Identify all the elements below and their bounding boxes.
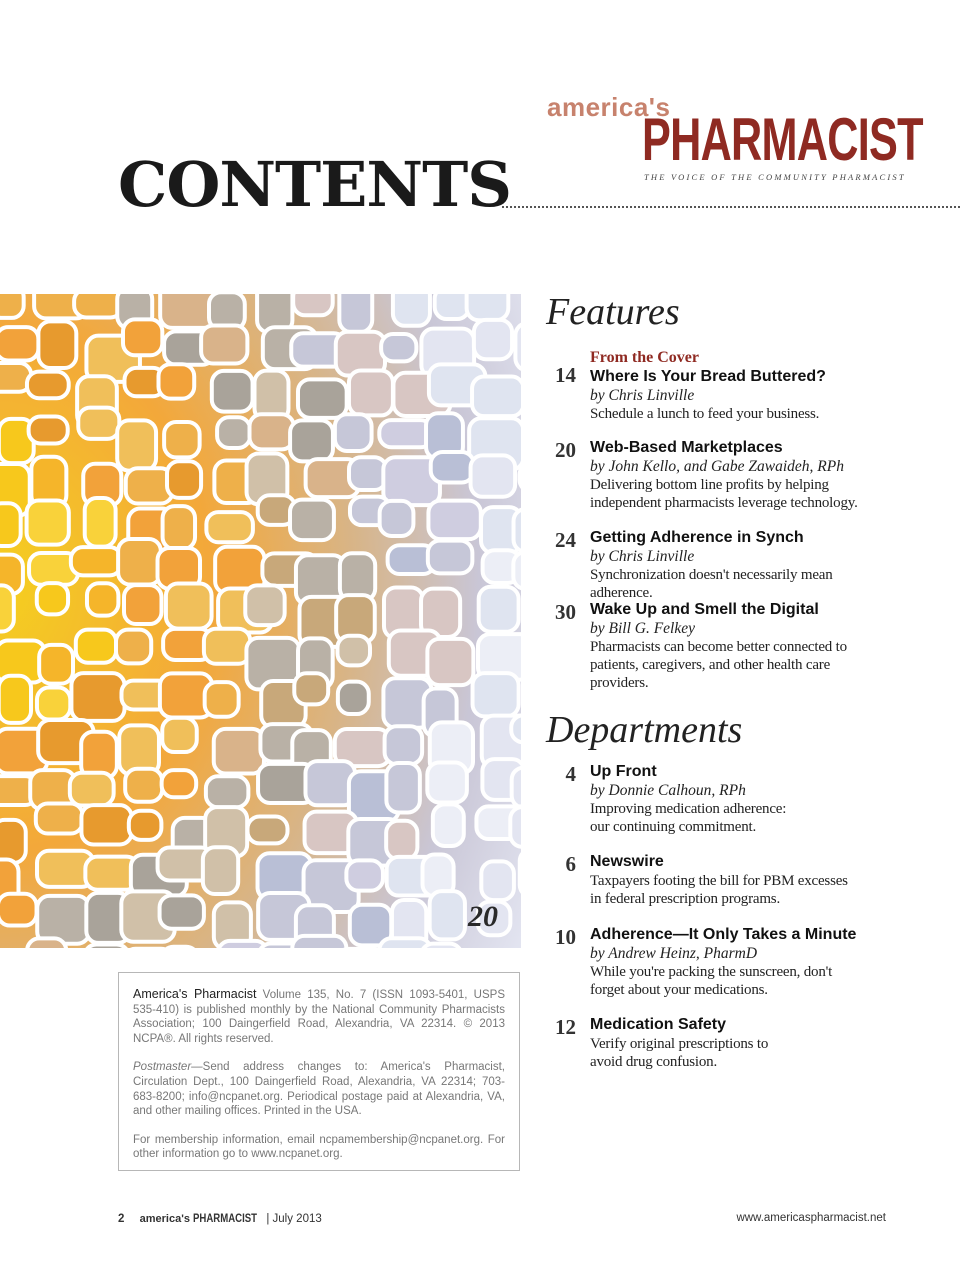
department-page-number: 6 <box>565 852 576 876</box>
mosaic-cell <box>0 676 31 723</box>
department-page-number: 12 <box>555 1015 576 1039</box>
feature-page-number: 14 <box>555 363 576 387</box>
mosaic-cell <box>481 861 514 900</box>
feature-description: Pharmacists can become better connected to patients, caregivers, and other health care providers. <box>590 639 847 691</box>
mosaic-cell <box>467 294 509 320</box>
mosaic-cell <box>0 503 21 546</box>
mosaic-cell <box>338 682 369 714</box>
masthead-tagline: THE VOICE OF THE COMMUNITY PHARMACIST <box>644 172 906 182</box>
department-title: Medication Safety <box>590 1016 727 1033</box>
department-page-number: 10 <box>555 925 576 949</box>
mosaic-cell <box>162 770 197 797</box>
feature-title: Web-Based Marketplaces <box>590 439 783 456</box>
publication-statement <box>133 987 505 1046</box>
mosaic-cell <box>203 847 238 894</box>
departments-heading: Departments <box>546 709 743 751</box>
mosaic-cell <box>206 512 253 542</box>
mosaic-cell <box>84 944 128 948</box>
mosaic-cell <box>248 817 288 844</box>
department-title: Adherence—It Only Takes a Minute <box>590 926 857 943</box>
mosaic-cell <box>520 849 521 897</box>
mosaic-cell <box>0 585 14 631</box>
mosaic-cell <box>430 891 465 939</box>
mosaic-cell <box>162 718 197 752</box>
mosaic-cell <box>167 461 201 498</box>
footer-page-number: 2 <box>118 1213 125 1225</box>
mosaic-cell <box>349 457 386 490</box>
mosaic-cell <box>27 938 66 948</box>
feature-title: Getting Adherence in Synch <box>590 529 804 546</box>
mosaic-cell <box>29 416 68 443</box>
mosaic-cell <box>339 294 372 332</box>
feature-title: Where Is Your Bread Buttered? <box>590 368 826 385</box>
mosaic-cell <box>515 323 521 370</box>
mosaic-cell <box>514 509 521 552</box>
department-page-number: 4 <box>565 762 576 786</box>
feature-byline: by John Kello, and Gabe Zawaideh, RPh <box>590 458 844 475</box>
mosaic-cell <box>123 319 162 355</box>
postmaster-statement <box>133 1060 505 1118</box>
mosaic-cell <box>129 811 162 840</box>
cover-mosaic-image <box>0 294 521 948</box>
feature-page-number: 20 <box>555 438 576 462</box>
mosaic-cell <box>85 498 116 547</box>
mosaic-cell <box>245 585 284 625</box>
cover-page-number: 20 <box>468 900 498 933</box>
mosaic-cell <box>160 895 204 928</box>
mosaic-cell <box>161 947 198 948</box>
mosaic-cell <box>346 860 383 890</box>
mosaic-cell <box>76 630 116 663</box>
feature-description: Schedule a lunch to feed your business. <box>590 406 820 422</box>
mosaic-cell <box>125 769 162 802</box>
mosaic-cell <box>471 455 516 496</box>
mosaic-cell <box>428 541 473 574</box>
mosaic-cell <box>385 726 423 764</box>
department-title: Up Front <box>590 763 657 780</box>
masthead-brand-big: PHARMACIST <box>642 106 923 173</box>
mosaic-cell <box>163 506 195 549</box>
footer-brand-small: america's <box>139 1213 190 1225</box>
mosaic-cell <box>158 364 194 398</box>
mosaic-cell <box>204 629 250 664</box>
mosaic-cell <box>512 768 521 808</box>
publication-name: America's Pharmacist <box>133 987 257 1001</box>
mosaic-cell <box>164 422 200 457</box>
mosaic-cell <box>292 936 346 948</box>
footer-brand-big: PHARMACIST <box>193 1211 258 1225</box>
mosaic-cell <box>70 773 114 806</box>
mosaic-cell <box>474 320 512 359</box>
membership-info: For membership information, email ncpamembership@ncpanet.org. For other information go to www.ncpanet.org. <box>133 1133 505 1161</box>
publication-details: Volume 135, No. 7 (ISSN 1093-5401, USPS 535-410) is published monthly by the National Community Pharmacists Association; 100 Daingerfield Road, Alexandria, VA 22314. © 2013 NCPA®. All rights reserved. <box>133 989 505 1045</box>
mosaic-cell <box>472 377 521 417</box>
mosaic-cell <box>36 804 83 834</box>
mosaic-cell <box>427 639 473 685</box>
department-description: Taxpayers footing the bill for PBM excesses in federal prescription programs. <box>590 873 848 907</box>
mosaic-cell <box>37 583 68 614</box>
mosaic-cell <box>386 821 417 860</box>
feature-description: Delivering bottom line profits by helping independent pharmacists leverage technology. <box>590 477 858 511</box>
mosaic-cell <box>511 715 521 742</box>
mosaic-cell <box>510 807 521 847</box>
feature-byline: by Chris Linville <box>590 387 695 404</box>
mosaic-cell <box>81 805 131 844</box>
mosaic-cell <box>290 420 333 461</box>
mosaic-cell <box>214 729 264 774</box>
mosaic-cell <box>118 539 161 585</box>
page-title: CONTENTS <box>118 148 512 221</box>
mosaic-cell <box>201 325 247 363</box>
mosaic-cell <box>124 585 161 624</box>
mosaic-cell <box>298 379 347 418</box>
mosaic-cell <box>293 294 333 315</box>
footer <box>118 1211 322 1225</box>
department-byline: by Donnie Calhoun, RPh <box>590 782 746 799</box>
mosaic-cell <box>479 587 519 632</box>
feature-page-number: 24 <box>555 528 576 552</box>
mosaic-cell <box>433 804 464 846</box>
mosaic-cell <box>212 371 253 412</box>
masthead-brand-small: america's <box>547 92 671 122</box>
publication-info-box <box>118 972 520 1171</box>
mosaic-cell <box>166 584 212 629</box>
mosaic-cell <box>0 327 38 360</box>
mosaic-cell <box>117 420 156 470</box>
mosaic-cell <box>435 294 469 319</box>
mosaic-cell <box>393 294 430 326</box>
mosaic-cell <box>71 547 122 575</box>
feature-title: Wake Up and Smell the Digital <box>590 601 819 618</box>
mosaic-cell <box>294 673 328 704</box>
mosaic-cell <box>27 500 69 544</box>
features-heading: Features <box>546 291 680 333</box>
mosaic-cell <box>421 944 462 948</box>
feature-byline: by Bill G. Felkey <box>590 620 696 637</box>
feature-page-number: 30 <box>555 600 576 624</box>
mosaic-cell <box>27 372 69 399</box>
mosaic-cell <box>0 894 37 926</box>
mosaic-cell <box>513 552 521 589</box>
mosaic-cell <box>78 408 119 439</box>
department-title: Newswire <box>590 853 664 870</box>
dotted-rule <box>502 206 960 208</box>
feature-kicker: From the Cover <box>590 349 699 366</box>
feature-description: Synchronization doesn't necessarily mean adherence. <box>590 567 833 601</box>
mosaic-cell <box>39 645 73 684</box>
mosaic-cell <box>250 414 294 449</box>
department-description: Improving medication adherence: our continuing commitment. <box>590 801 787 835</box>
mosaic-cell <box>74 294 122 317</box>
mosaic-cell <box>0 820 26 863</box>
mosaic-cell <box>206 776 248 807</box>
department-description: While you're packing the sunscreen, don't forget about your medications. <box>590 964 833 998</box>
mosaic-cell <box>473 673 519 716</box>
department-description: Verify original prescriptions to avoid drug confusion. <box>590 1036 769 1070</box>
mosaic-cell <box>337 636 370 666</box>
mosaic-cell <box>290 500 334 540</box>
mosaic-cell <box>37 688 70 720</box>
postmaster-label: Postmaster <box>133 1061 192 1074</box>
mosaic-cell <box>428 501 480 540</box>
feature-byline: by Chris Linville <box>590 548 695 565</box>
mosaic-cell <box>71 673 124 721</box>
mosaic-cell <box>38 321 76 368</box>
mosaic-cell <box>87 583 118 615</box>
postmaster-details: —Send address changes to: America's Pharmacist, Circulation Dept., 100 Daingerfield Road, Alexandria, VA 22314; 703-683-8200; info@ncpanet.org. Periodical postage paid at Alexandria, VA, and other mailing offices. Printed in the USA. <box>133 1061 505 1118</box>
mosaic-cell <box>0 294 24 318</box>
department-byline: by Andrew Heinz, PharmD <box>590 945 758 962</box>
mosaic-cell <box>380 501 414 536</box>
mosaic-cell <box>116 630 151 664</box>
mosaic-cell <box>217 417 250 448</box>
mosaic-cell <box>431 452 474 483</box>
footer-issue: | July 2013 <box>266 1213 322 1225</box>
mosaic-cell <box>381 334 416 361</box>
footer-url: www.americaspharmacist.net <box>736 1212 886 1224</box>
mosaic-cell <box>386 763 419 812</box>
mosaic-cell <box>205 682 239 717</box>
mosaic-cell <box>427 763 467 803</box>
mosaic-cell <box>335 414 372 451</box>
mosaic-cell <box>349 370 393 415</box>
